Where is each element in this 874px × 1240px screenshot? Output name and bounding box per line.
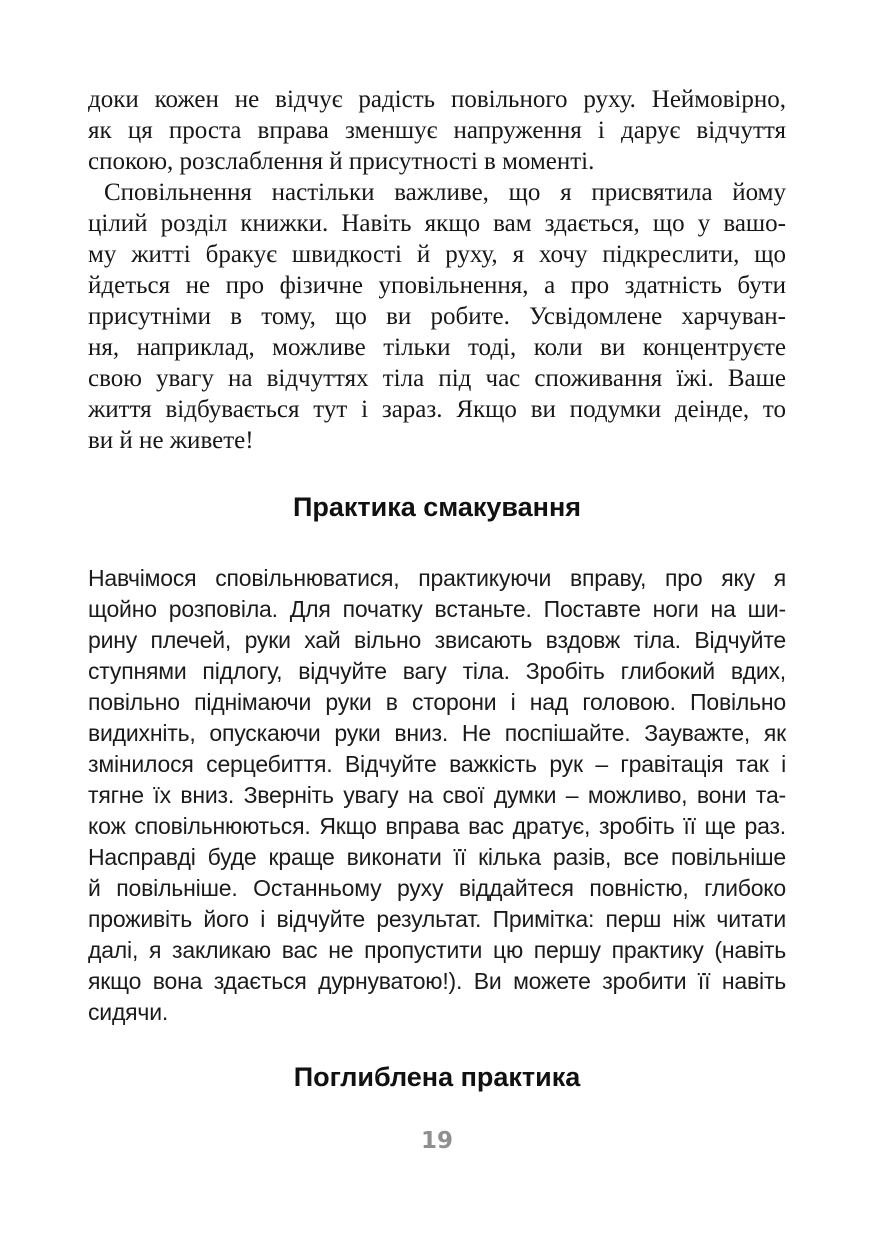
text-line: проживіть його і відчуйте результат. Примітка: перш ніж читати xyxy=(88,906,786,932)
heading-practice-tasting: Практика смакування xyxy=(292,492,582,522)
text-line: йдеться не про фізичне уповільнення, а про здатність бути xyxy=(88,272,786,299)
text-line: якщо вона здається дурнуватою!). Ви можете зробити її навіть xyxy=(88,968,786,994)
text-line: ви й не живете! xyxy=(88,427,254,454)
text-line: цілий розділ книжки. Навіть якщо вам здається, що у вашо- xyxy=(88,210,786,237)
text-line: доки кожен не відчує радість повільного руху. Неймовірно, xyxy=(88,86,786,113)
text-line: кож сповільнюються. Якщо вправа вас дратує, зробіть її ще раз. xyxy=(88,813,786,839)
text-line: Сповільнення настільки важливе, що я присвятила йому xyxy=(104,179,786,206)
text-line: Насправді буде краще виконати її кілька разів, все повільніше xyxy=(88,844,786,870)
text-line: змінилося серцебиття. Відчуйте важкість рук – гравітація так і xyxy=(88,751,786,777)
text-line: видихніть, опускаючи руки вниз. Не поспішайте. Зауважте, як xyxy=(88,720,786,746)
text-line: повільно піднімаючи руки в сторони і над головою. Повільно xyxy=(88,689,786,715)
text-line: як ця проста вправа зменшує напруження і дарує відчуття xyxy=(88,117,786,144)
text-line: життя відбувається тут і зараз. Якщо ви подумки деінде, то xyxy=(88,396,786,423)
text-line: далі, я закликаю вас не пропустити цю першу практику (навіть xyxy=(88,937,786,963)
text-line: тягне їх вниз. Зверніть увагу на свої думки – можливо, вони та- xyxy=(88,782,786,808)
paragraph-serif-continuation xyxy=(88,84,786,177)
text-line: сидячи. xyxy=(88,999,169,1025)
text-line: щойно розповіла. Для початку встаньте. Поставте ноги на ши- xyxy=(88,596,786,622)
paragraph-serif-slowing-down xyxy=(88,177,786,456)
paragraph-sans-practice-instructions xyxy=(88,563,786,1028)
text-line: рину плечей, руки хай вільно звисають вздовж тіла. Відчуйте xyxy=(88,627,786,653)
text-line: му житті бракує швидкості й руху, я хочу підкреслити, що xyxy=(88,241,786,268)
text-line: ня, наприклад, можливе тільки тоді, коли ви концентруєте xyxy=(88,334,786,361)
text-block xyxy=(88,84,786,1093)
text-line: Навчімося сповільнюватися, практикуючи вправу, про яку я xyxy=(88,565,786,591)
page-number: 19 xyxy=(420,1128,453,1154)
text-line: присутніми в тому, що ви робите. Усвідомлене харчуван- xyxy=(88,303,786,330)
text-line: спокою, розслаблення й присутності в моменті. xyxy=(88,148,595,175)
heading-deep-practice: Поглиблена практика xyxy=(293,1062,581,1092)
text-line: свою увагу на відчуттях тіла під час споживання їжі. Ваше xyxy=(88,365,786,392)
text-line: ступнями підлогу, відчуйте вагу тіла. Зробіть глибокий вдих, xyxy=(88,658,786,684)
text-line: й повільніше. Останньому руху віддайтеся повністю, глибоко xyxy=(88,875,786,901)
